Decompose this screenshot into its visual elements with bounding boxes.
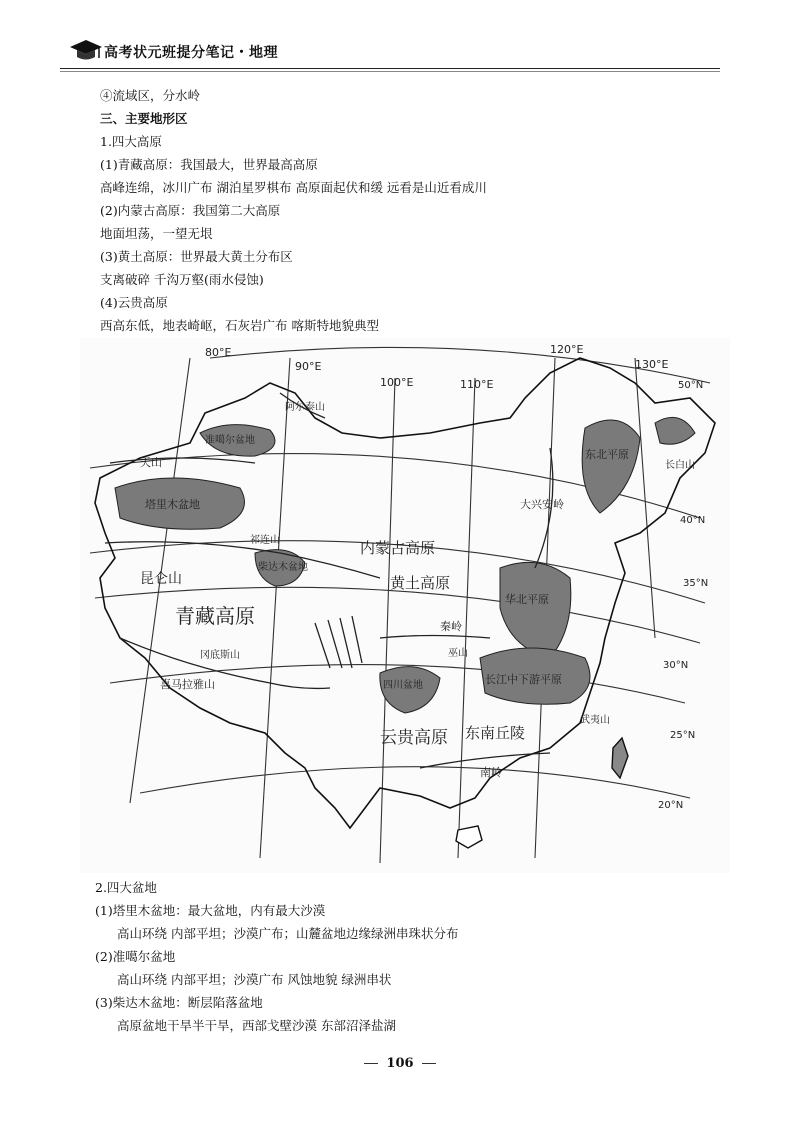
map-label-changbai: 长白山 bbox=[665, 460, 695, 471]
note-line: (3)黄土高原：世界最大黄土分布区 bbox=[100, 249, 293, 264]
note-line: (1)塔里木盆地：最大盆地，内有最大沙漠 bbox=[95, 903, 326, 918]
book-title: 高考状元班提分笔记・地理 bbox=[104, 45, 278, 61]
map-label-wuyi: 武夷山 bbox=[580, 715, 610, 726]
note-line: (1)青藏高原：我国最大，世界最高高原 bbox=[100, 157, 318, 172]
note-line: 支离破碎 千沟万壑(雨水侵蚀) bbox=[100, 272, 264, 287]
note-line: 高峰连绵，冰川广布 湖泊星罗棋布 高原面起伏和缓 远看是山近看成川 bbox=[100, 180, 487, 195]
note-line: 高山环绕 内部平坦；沙漠广布；山麓盆地边缘绿洲串珠状分布 bbox=[117, 926, 459, 941]
parallel-label: 20°N bbox=[658, 800, 684, 811]
section-heading: 三、主要地形区 bbox=[100, 111, 188, 126]
meridian-label: 80°E bbox=[205, 346, 232, 359]
parallel-label: 25°N bbox=[670, 730, 696, 741]
map-label-north-china-plain: 华北平原 bbox=[505, 593, 549, 606]
map-label-qilian: 祁连山 bbox=[250, 535, 280, 546]
map-label-kunlun: 昆仑山 bbox=[140, 571, 182, 587]
map-label-loess-plateau: 黄土高原 bbox=[390, 574, 451, 592]
page-number: 106 bbox=[386, 1056, 414, 1071]
note-line: (3)柴达木盆地：断层陷落盆地 bbox=[95, 995, 263, 1010]
meridian-label: 120°E bbox=[550, 343, 584, 356]
map-label-wushan: 巫山 bbox=[448, 648, 468, 659]
note-line: 西高东低，地表崎岖，石灰岩广布 喀斯特地貌典型 bbox=[100, 318, 379, 333]
map-label-greater-khingan: 大兴安岭 bbox=[520, 498, 564, 511]
map-label-altai: 阿尔泰山 bbox=[285, 402, 325, 413]
map-label-tianshan: 天山 bbox=[140, 456, 162, 469]
map-label-tarim-basin: 塔里木盆地 bbox=[145, 498, 200, 511]
header-rule-thin bbox=[60, 71, 720, 72]
note-line: 2.四大盆地 bbox=[95, 880, 157, 895]
note-line: 高山环绕 内部平坦；沙漠广布 风蚀地貌 绿洲串状 bbox=[117, 972, 392, 987]
meridian-label: 130°E bbox=[635, 358, 669, 371]
notes-top bbox=[100, 84, 700, 337]
map-label-southeast-hills: 东南丘陵 bbox=[465, 724, 526, 742]
map-label-qinling: 秦岭 bbox=[440, 620, 462, 633]
meridian-label: 110°E bbox=[460, 378, 494, 391]
note-line: 高原盆地干旱半干旱，西部戈壁沙漠 东部沼泽盐湖 bbox=[117, 1018, 396, 1033]
map-label-junggar-basin: 准噶尔盆地 bbox=[205, 435, 255, 446]
note-line: 地面坦荡，一望无垠 bbox=[100, 226, 213, 241]
note-line: ④流域区，分水岭 bbox=[100, 88, 201, 103]
map-label-inner-mongolia-plateau: 内蒙古高原 bbox=[360, 539, 436, 557]
note-line: 1.四大高原 bbox=[100, 134, 162, 149]
notes-bottom bbox=[95, 876, 715, 1037]
map-label-northeast-plain: 东北平原 bbox=[585, 448, 629, 461]
map-label-qinghai-tibet-plateau: 青藏高原 bbox=[175, 604, 255, 628]
note-line: (4)云贵高原 bbox=[100, 295, 168, 310]
map-label-gangdise: 冈底斯山 bbox=[200, 650, 240, 661]
parallel-label: 35°N bbox=[683, 578, 709, 589]
footer-dash bbox=[422, 1063, 436, 1064]
map-label-yangtze-plain: 长江中下游平原 bbox=[485, 673, 562, 686]
page-header bbox=[60, 34, 720, 74]
page-number-footer bbox=[0, 1056, 800, 1071]
parallel-label: 30°N bbox=[663, 660, 689, 671]
map-label-nanling: 南岭 bbox=[480, 766, 502, 779]
graduation-cap-icon bbox=[68, 38, 104, 62]
meridian-label: 100°E bbox=[380, 376, 414, 389]
note-line: (2)准噶尔盆地 bbox=[95, 949, 176, 964]
parallel-label: 50°N bbox=[678, 380, 704, 391]
footer-dash bbox=[364, 1063, 378, 1064]
note-line: (2)内蒙古高原：我国第二大高原 bbox=[100, 203, 281, 218]
header-rule bbox=[60, 68, 720, 69]
map-label-himalaya: 喜马拉雅山 bbox=[160, 678, 215, 691]
map-label-qaidam-basin: 柴达木盆地 bbox=[258, 562, 308, 573]
china-terrain-map bbox=[80, 338, 730, 873]
map-label-yungui-plateau: 云贵高原 bbox=[380, 728, 448, 748]
meridian-label: 90°E bbox=[295, 360, 322, 373]
map-label-sichuan-basin: 四川盆地 bbox=[383, 680, 423, 691]
parallel-label: 40°N bbox=[680, 515, 706, 526]
